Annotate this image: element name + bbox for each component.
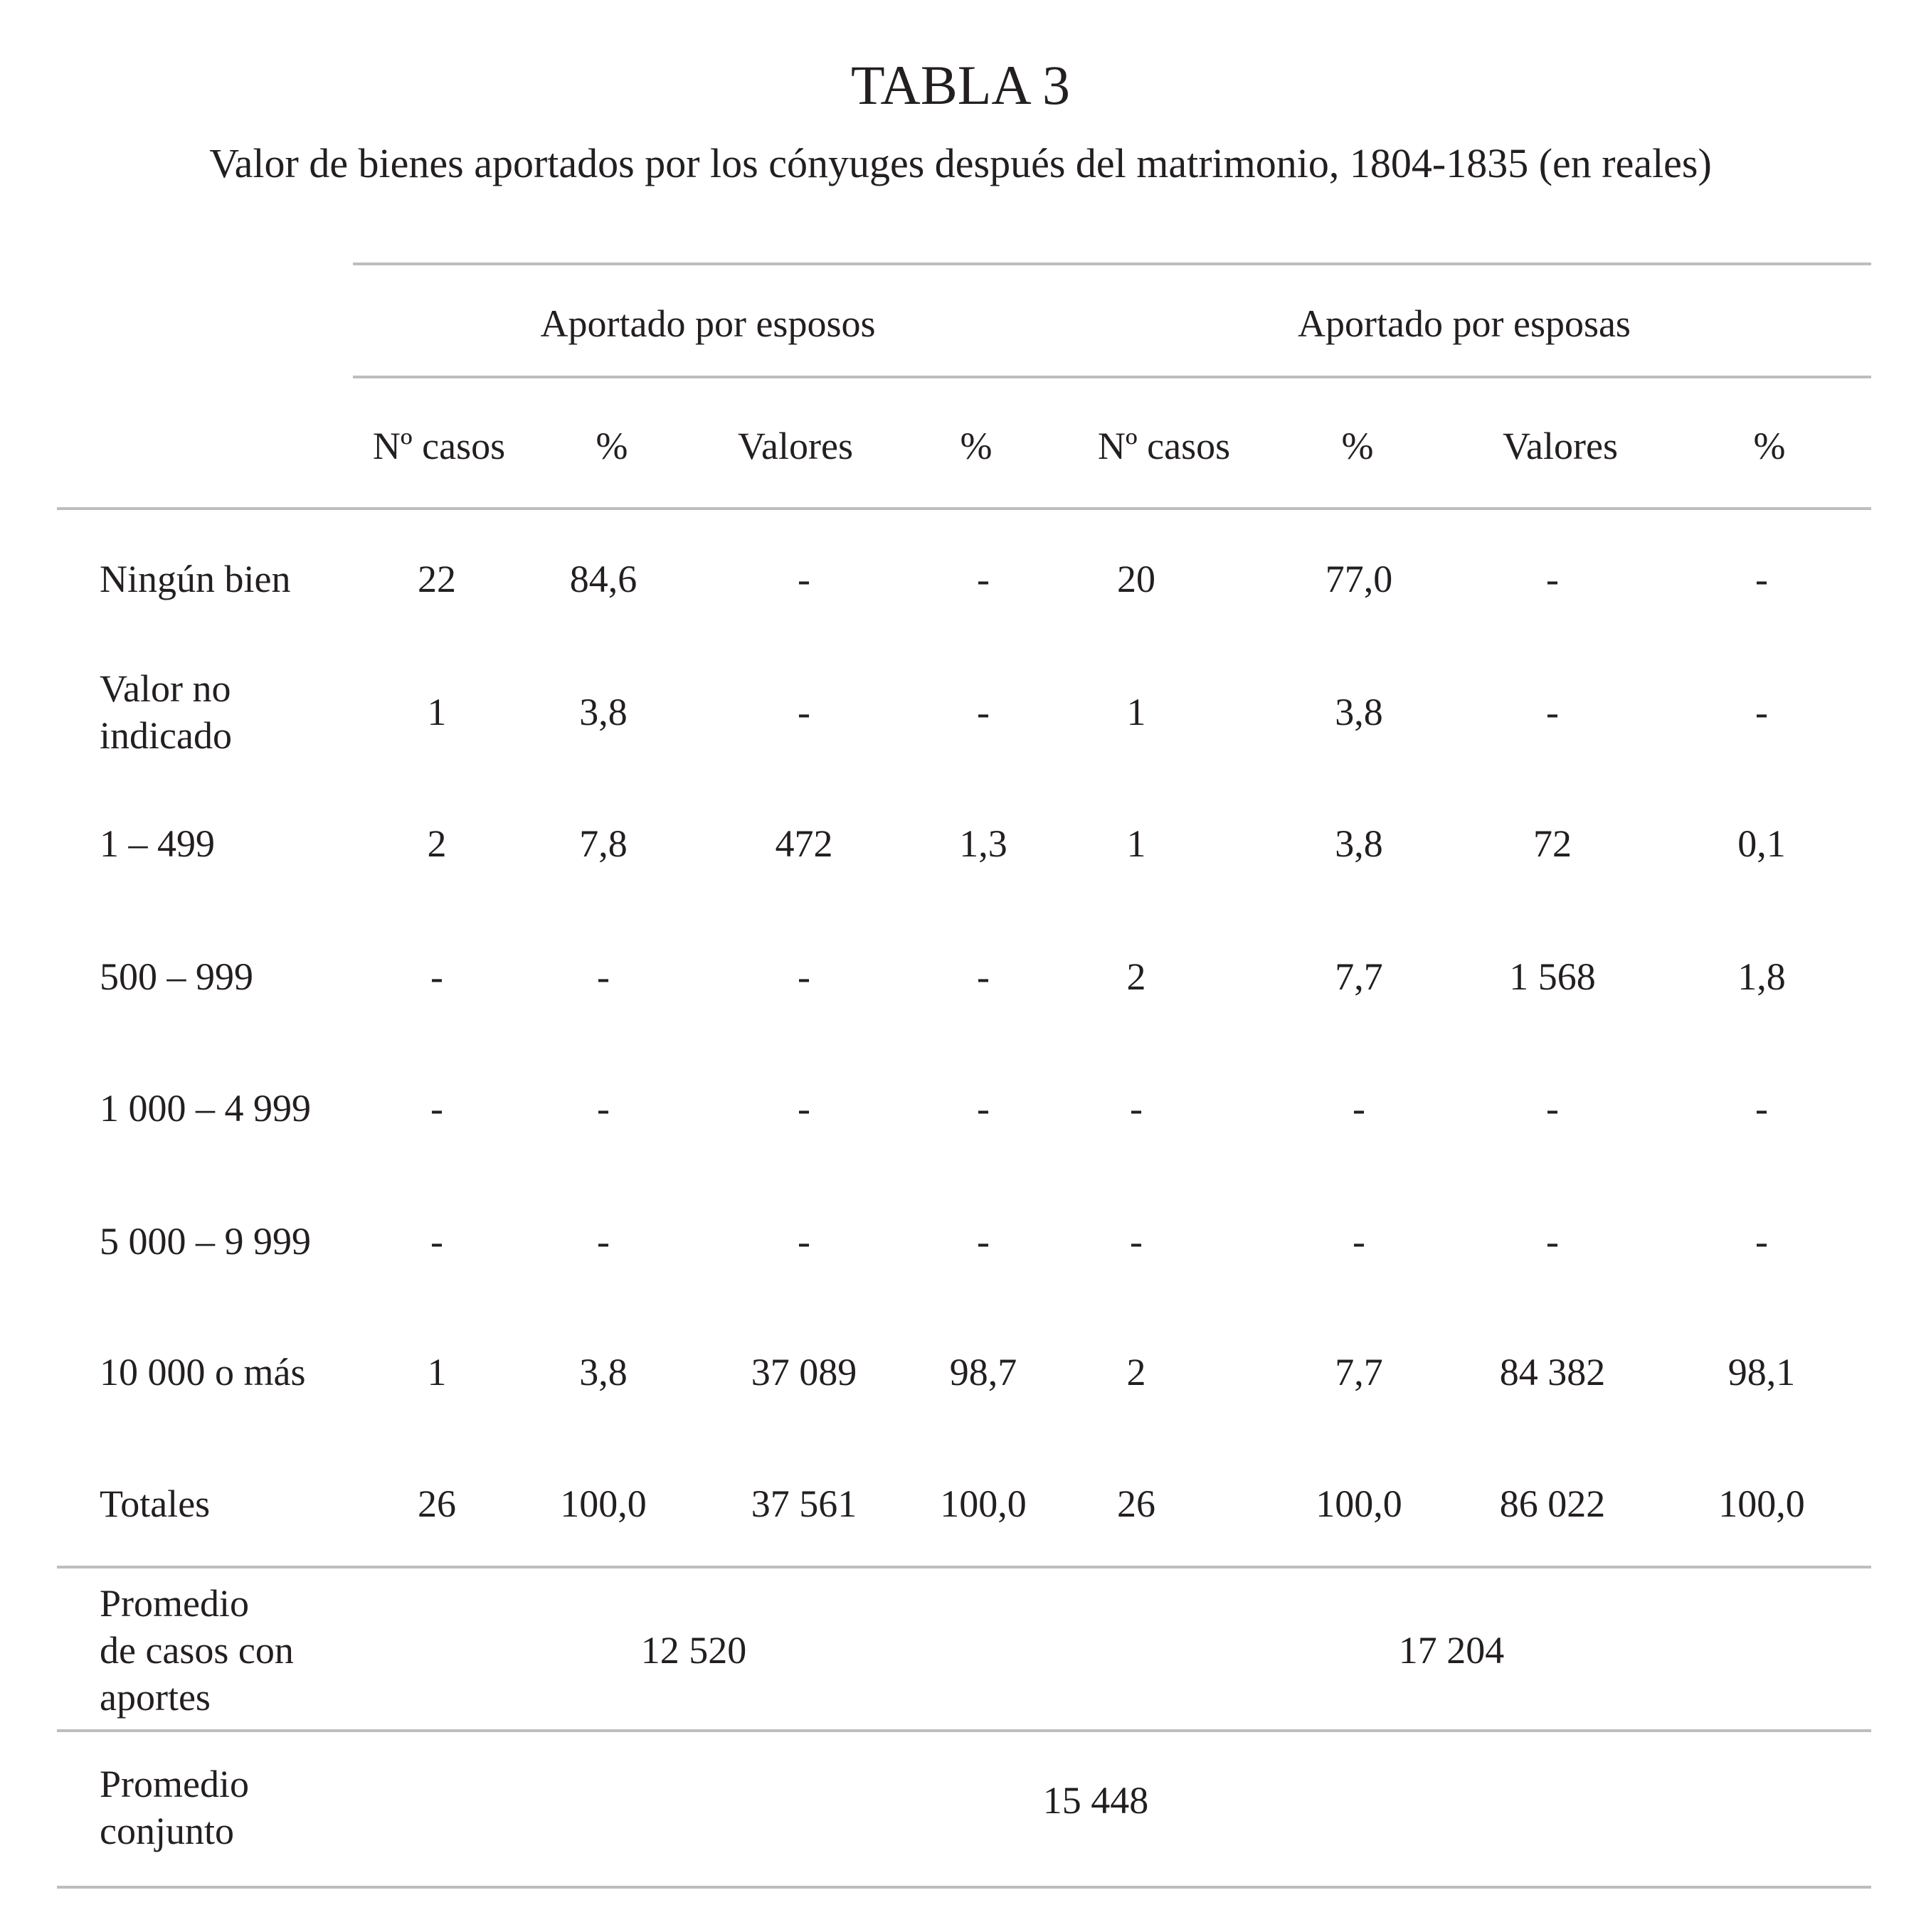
column-header: % bbox=[960, 425, 993, 467]
table-cell: 86 022 bbox=[1499, 1482, 1606, 1525]
rule-bottom bbox=[57, 1886, 1871, 1889]
table-cell: 100,0 bbox=[560, 1482, 647, 1525]
table-cell: 2 bbox=[1126, 1351, 1146, 1394]
joint-average-value: 15 448 bbox=[1042, 1779, 1149, 1822]
table-cell: - bbox=[798, 691, 810, 733]
table-cell: 0,1 bbox=[1737, 822, 1786, 865]
row-label-average-with-contributions: Promedio de casos con aportes bbox=[100, 1582, 294, 1719]
rule-average bbox=[57, 1729, 1871, 1732]
column-header: Valores bbox=[1503, 425, 1618, 467]
row-label: 1 – 499 bbox=[100, 822, 215, 865]
table-cell: 77,0 bbox=[1325, 558, 1393, 600]
rule-group bbox=[353, 376, 1871, 378]
table-cell: - bbox=[1546, 1220, 1559, 1263]
table-cell: - bbox=[798, 955, 810, 998]
table-cell: - bbox=[430, 1220, 443, 1263]
table-cell: 7,7 bbox=[1335, 955, 1383, 998]
table-cell: 1 bbox=[427, 1351, 447, 1394]
table-cell: 7,7 bbox=[1335, 1351, 1383, 1394]
row-label-joint-average: Promedio conjunto bbox=[100, 1763, 249, 1852]
table-cell: 98,7 bbox=[949, 1351, 1017, 1394]
table-cell: - bbox=[1755, 691, 1768, 733]
row-label: 1 000 – 4 999 bbox=[100, 1087, 311, 1130]
table-cell: - bbox=[597, 955, 610, 998]
table-cell: 37 561 bbox=[751, 1482, 857, 1525]
table-cell: - bbox=[1353, 1220, 1365, 1263]
table-cell: - bbox=[798, 1220, 810, 1263]
average-husbands-value: 12 520 bbox=[640, 1629, 747, 1672]
row-label: 5 000 – 9 999 bbox=[100, 1220, 311, 1263]
table-cell: 1 568 bbox=[1509, 955, 1596, 998]
table-cell: - bbox=[1546, 558, 1559, 600]
table-cell: 26 bbox=[1117, 1482, 1155, 1525]
table-cell: - bbox=[1755, 558, 1768, 600]
table-cell: 100,0 bbox=[1316, 1482, 1402, 1525]
table-cell: 1 bbox=[1126, 691, 1146, 733]
table-cell: - bbox=[430, 1087, 443, 1130]
table-cell: - bbox=[977, 1087, 990, 1130]
table-cell: 1,3 bbox=[959, 822, 1007, 865]
table-cell: - bbox=[1546, 691, 1559, 733]
rule-top bbox=[353, 262, 1871, 265]
column-header: % bbox=[1753, 425, 1786, 467]
table-cell: 2 bbox=[1126, 955, 1146, 998]
table-cell: 1 bbox=[1126, 822, 1146, 865]
table-cell: 84,6 bbox=[569, 558, 637, 600]
table-cell: 20 bbox=[1117, 558, 1155, 600]
group-header-wives: Aportado por esposas bbox=[1298, 302, 1631, 345]
table-subtitle: Valor de bienes aportados por los cónyuges después del matrimonio, 1804-1835 (en reales) bbox=[209, 140, 1712, 186]
row-label: 10 000 o más bbox=[100, 1351, 306, 1394]
table-cell: 1 bbox=[427, 691, 447, 733]
table-cell: - bbox=[1130, 1087, 1143, 1130]
table-cell: 1,8 bbox=[1737, 955, 1786, 998]
table-cell: - bbox=[977, 1220, 990, 1263]
row-label: Valor no indicado bbox=[100, 667, 232, 757]
table-cell: 3,8 bbox=[579, 691, 628, 733]
rule-totals bbox=[57, 1566, 1871, 1569]
table-cell: 72 bbox=[1533, 822, 1572, 865]
table-cell: - bbox=[1755, 1220, 1768, 1263]
table-cell: 100,0 bbox=[940, 1482, 1027, 1525]
table-title: TABLA 3 bbox=[851, 54, 1070, 116]
column-header: % bbox=[596, 425, 628, 467]
row-label: Ningún bien bbox=[100, 558, 291, 600]
table-cell: - bbox=[798, 1087, 810, 1130]
table-cell: 3,8 bbox=[579, 1351, 628, 1394]
table-cell: - bbox=[1546, 1087, 1559, 1130]
table-cell: - bbox=[597, 1220, 610, 1263]
table-cell: 472 bbox=[775, 822, 833, 865]
table-cell: 3,8 bbox=[1335, 691, 1383, 733]
rule-header bbox=[57, 507, 1871, 510]
table-cell: 84 382 bbox=[1499, 1351, 1606, 1394]
table-cell: - bbox=[798, 558, 810, 600]
row-label: Totales bbox=[100, 1482, 211, 1525]
column-header: Nº casos bbox=[372, 425, 506, 467]
table-cell: 100,0 bbox=[1718, 1482, 1805, 1525]
table-cell: 26 bbox=[418, 1482, 456, 1525]
table-cell: - bbox=[597, 1087, 610, 1130]
table-cell: - bbox=[1130, 1220, 1143, 1263]
table-cell: - bbox=[1755, 1087, 1768, 1130]
column-header: Valores bbox=[738, 425, 853, 467]
average-wives-value: 17 204 bbox=[1398, 1629, 1505, 1672]
table-cell: 3,8 bbox=[1335, 822, 1383, 865]
table-cell: - bbox=[977, 955, 990, 998]
table-cell: 98,1 bbox=[1727, 1351, 1796, 1394]
column-header: Nº casos bbox=[1097, 425, 1231, 467]
column-header: % bbox=[1341, 425, 1374, 467]
table-cell: 7,8 bbox=[579, 822, 628, 865]
group-header-husbands: Aportado por esposos bbox=[540, 302, 876, 345]
table-cell: 37 089 bbox=[751, 1351, 857, 1394]
table-cell: - bbox=[1353, 1087, 1365, 1130]
row-label: 500 – 999 bbox=[100, 955, 253, 998]
table-cell: 22 bbox=[418, 558, 456, 600]
table-cell: - bbox=[977, 558, 990, 600]
table-cell: - bbox=[430, 955, 443, 998]
table-cell: 2 bbox=[427, 822, 447, 865]
table-cell: - bbox=[977, 691, 990, 733]
